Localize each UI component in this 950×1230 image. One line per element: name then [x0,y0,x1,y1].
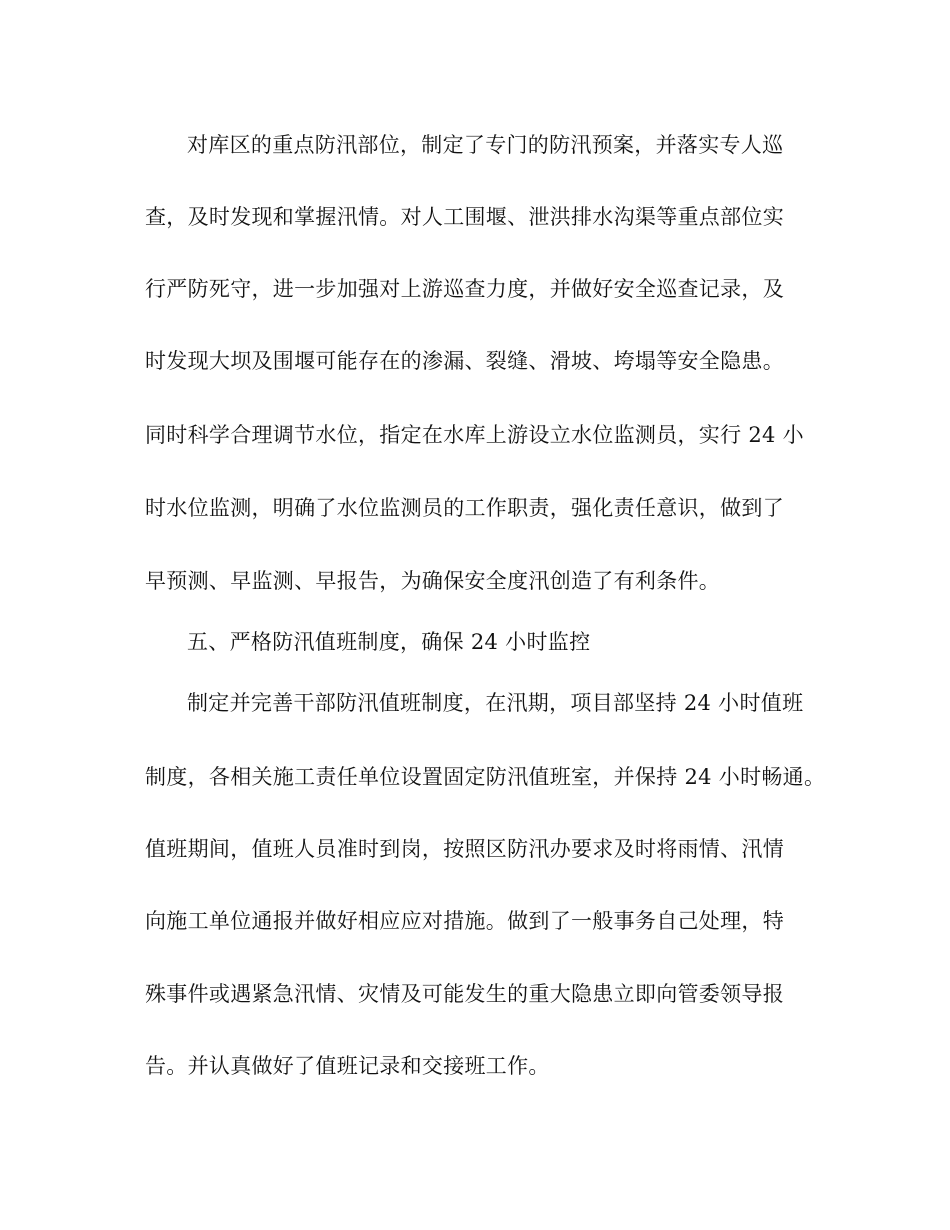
text-line: 查，及时发现和掌握汛情。对人工围堰、泄洪排水沟渠等重点部位实 [145,205,784,229]
text-line: 制定并完善干部防汛值班制度，在汛期，项目部坚持 24 小时值班 [187,691,804,715]
text-line: 制度，各相关施工责任单位设置固定防汛值班室，并保持 24 小时畅通。 [145,765,826,789]
text-line: 向施工单位通报并做好相应应对措施。做到了一般事务自己处理，特 [145,909,784,933]
text-line: 对库区的重点防汛部位，制定了专门的防汛预案，并落实专人巡 [187,133,784,157]
text-line: 同时科学合理调节水位，指定在水库上游设立水位监测员，实行 24 小 [145,423,804,447]
text-line: 行严防死守，进一步加强对上游巡查力度，并做好安全巡查记录，及 [145,277,784,301]
text-line: 告。并认真做好了值班记录和交接班工作。 [145,1054,550,1078]
text-line: 时水位监测，明确了水位监测员的工作职责，强化责任意识，做到了 [145,496,784,520]
section-heading: 五、严格防汛值班制度，确保 24 小时监控 [187,630,591,654]
text-line: 值班期间，值班人员准时到岗，按照区防汛办要求及时将雨情、汛情 [145,837,784,861]
text-line: 早预测、早监测、早报告，为确保安全度汛创造了有利条件。 [145,569,721,593]
text-line: 殊事件或遇紧急汛情、灾情及可能发生的重大隐患立即向管委领导报 [145,982,784,1006]
text-line: 时发现大坝及围堰可能存在的渗漏、裂缝、滑坡、垮塌等安全隐患。 [145,349,784,373]
